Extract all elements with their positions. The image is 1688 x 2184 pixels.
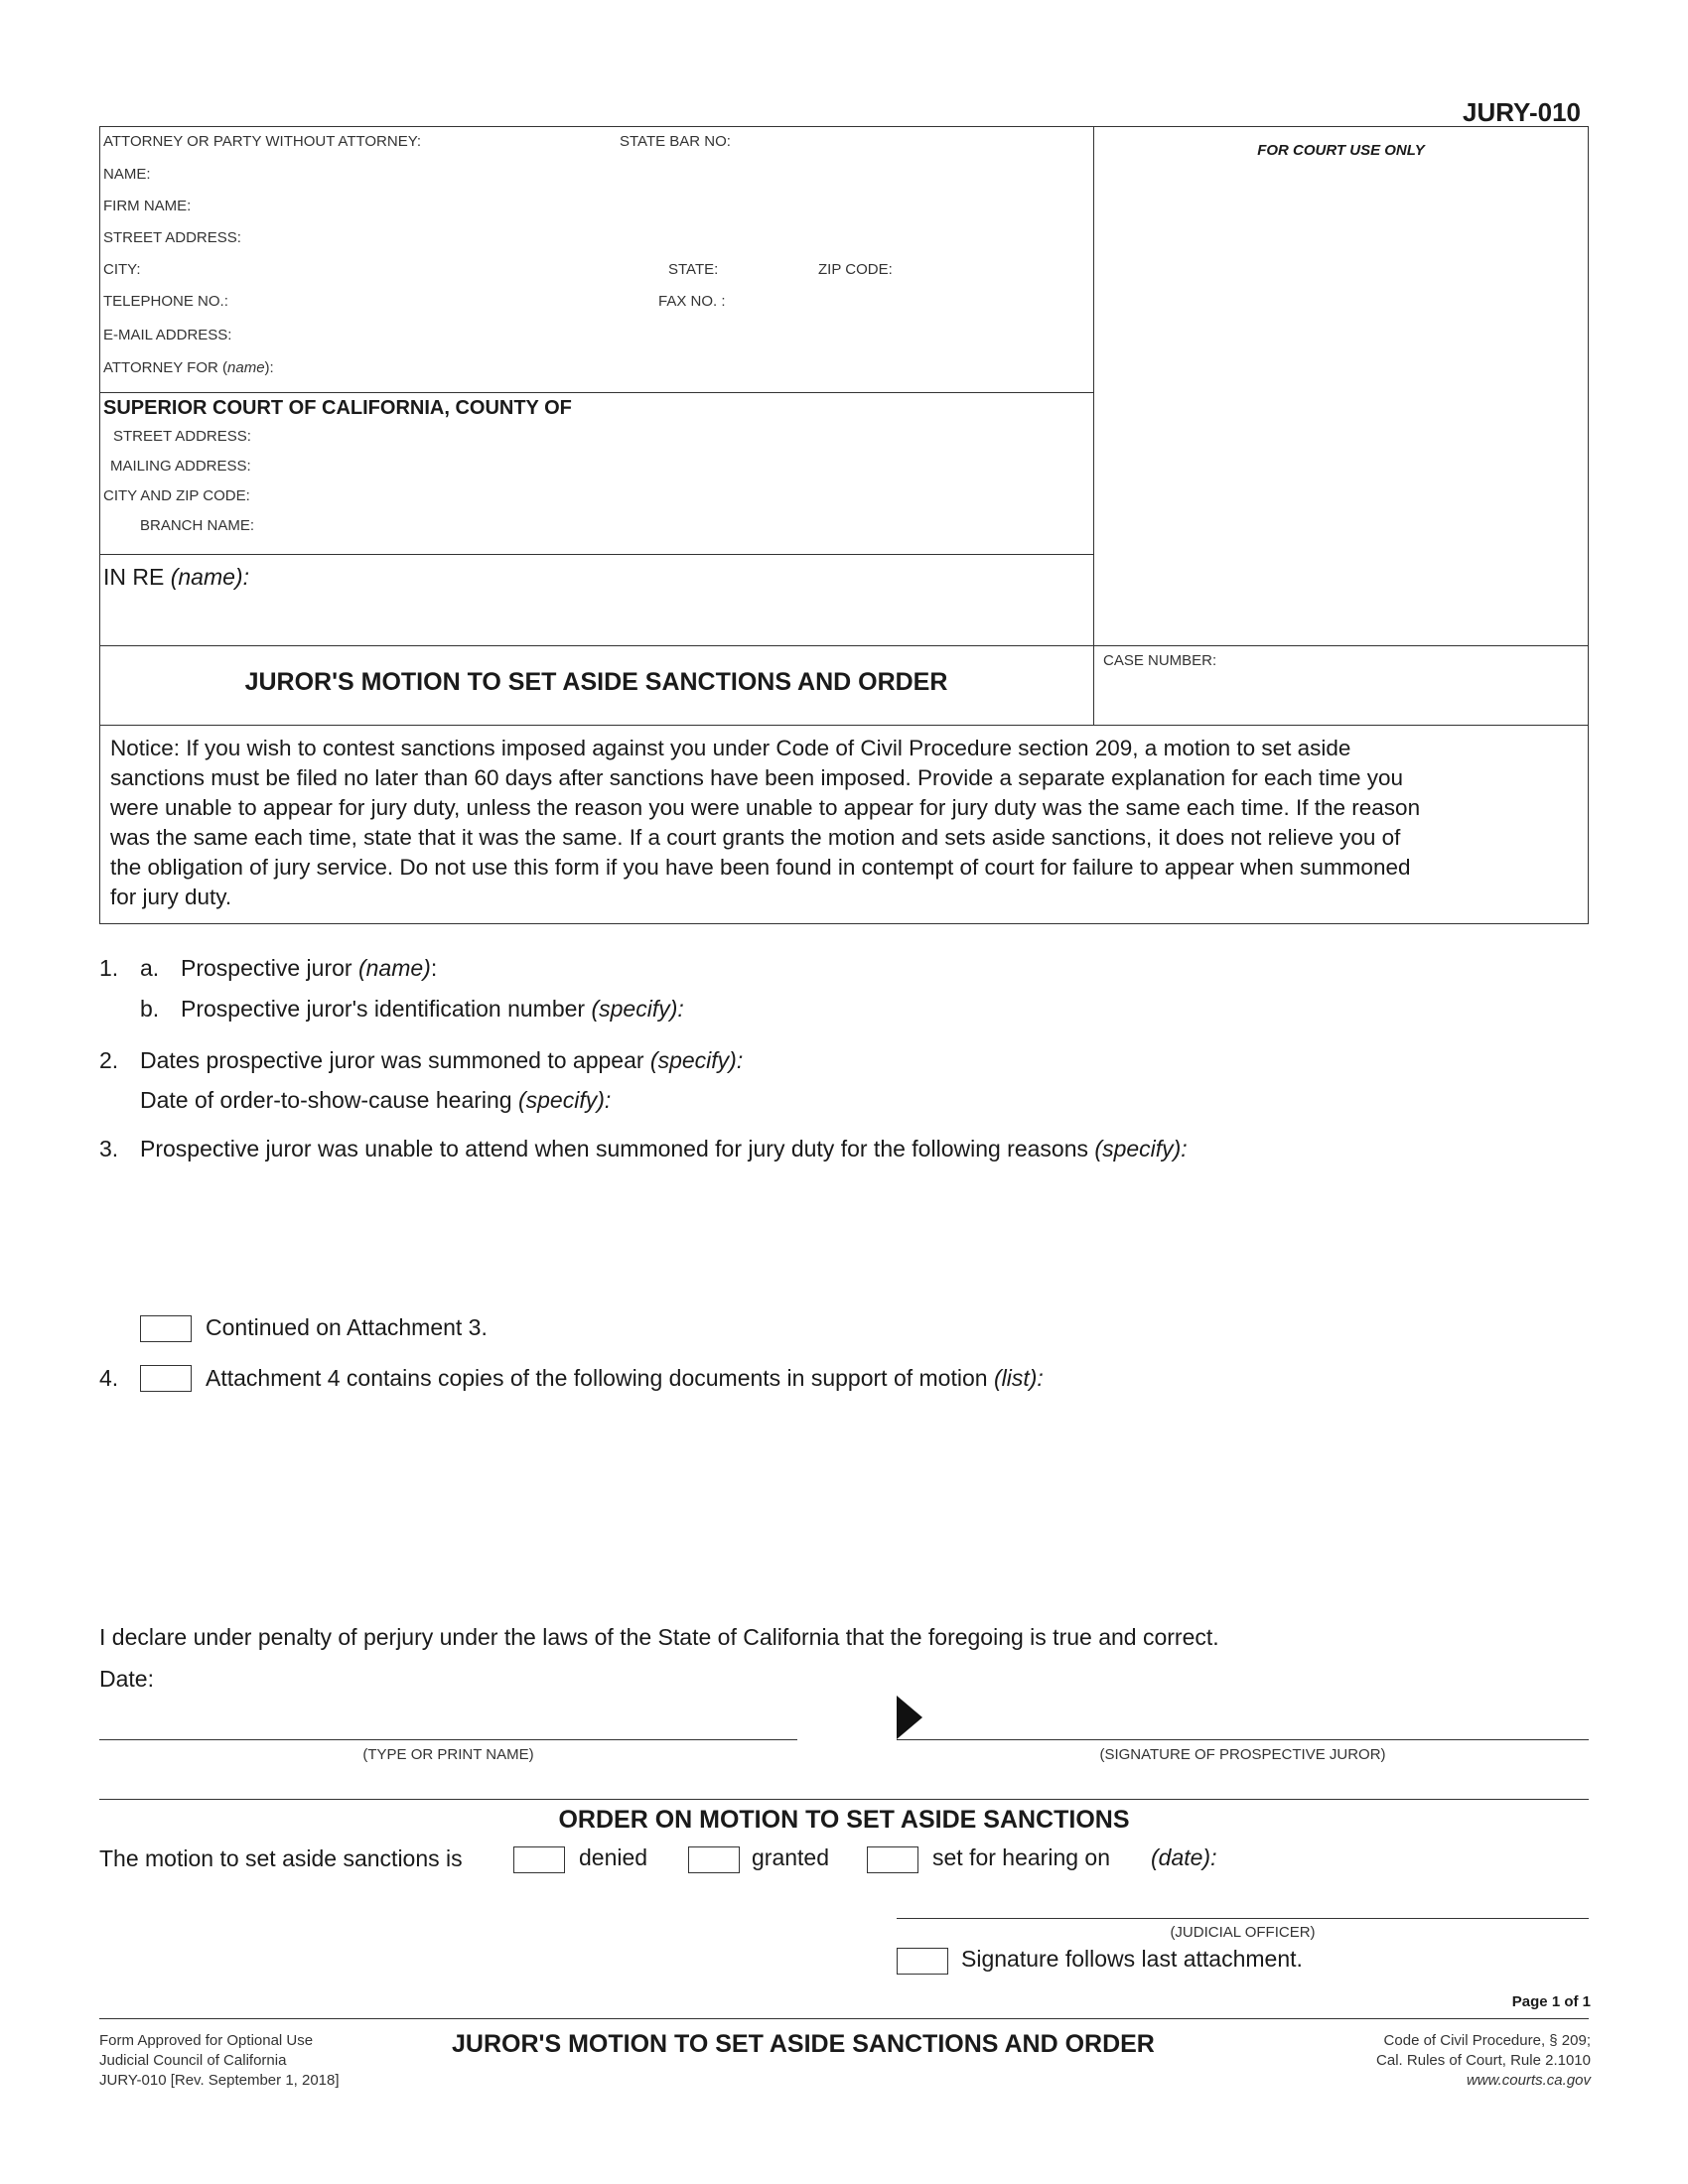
attorney-court-divider <box>99 392 1093 393</box>
notice-line: the obligation of jury service. Do not use this form if you have been found in contempt of court for failure to appear when summoned <box>110 855 1411 880</box>
form-id: JURY-010 <box>1463 97 1581 127</box>
hearing-date-label: (date): <box>1151 1844 1217 1870</box>
court-street-label: STREET ADDRESS: <box>113 428 251 445</box>
print-name-line <box>99 1739 797 1740</box>
judicial-officer-line <box>897 1918 1589 1919</box>
item-1a-letter: a. <box>140 955 160 981</box>
item-2-hearing-text: Date of order-to-show-cause hearing (specify): <box>140 1087 612 1113</box>
court-mailing-label: MAILING ADDRESS: <box>110 458 251 475</box>
footer-approved: Form Approved for Optional Use <box>99 2032 314 2049</box>
continued-attachment-3-checkbox[interactable] <box>140 1315 192 1342</box>
order-title: ORDER ON MOTION TO SET ASIDE SANCTIONS <box>558 1806 1130 1834</box>
page-number: Page 1 of 1 <box>1511 1993 1591 2010</box>
footer-website-link[interactable]: www.courts.ca.gov <box>1466 2072 1591 2089</box>
city-label: CITY: <box>103 261 141 278</box>
email-label: E-MAIL ADDRESS: <box>103 327 232 343</box>
firm-name-label: FIRM NAME: <box>103 198 192 214</box>
print-name-caption: (TYPE OR PRINT NAME) <box>362 1746 534 1763</box>
item-1b-letter: b. <box>140 996 160 1022</box>
state-bar-label: STATE BAR NO: <box>620 133 731 150</box>
footer-rules: Cal. Rules of Court, Rule 2.1010 <box>1376 2052 1591 2069</box>
title-row-divider <box>99 645 1589 646</box>
form-title: JUROR'S MOTION TO SET ASIDE SANCTIONS AND ORDER <box>244 668 948 696</box>
declaration-text: I declare under penalty of perjury under the laws of the State of California that the foregoing is true and correct. <box>99 1624 1219 1650</box>
court-branch-label: BRANCH NAME: <box>140 517 255 534</box>
signature-caption: (SIGNATURE OF PROSPECTIVE JUROR) <box>1099 1746 1386 1763</box>
fax-label: FAX NO. : <box>658 293 726 310</box>
attachment-4-checkbox[interactable] <box>140 1365 192 1392</box>
notice-line: Notice: If you wish to contest sanctions imposed against you under Code of Civil Procedure section 209, a motion to set aside <box>110 736 1351 760</box>
court-title: SUPERIOR COURT OF CALIFORNIA, COUNTY OF <box>103 397 572 419</box>
signature-follows-checkbox[interactable] <box>897 1948 948 1975</box>
notice-line: were unable to appear for jury duty, unless the reason you were unable to appear for jury duty was the same each time. If the reason <box>110 795 1421 820</box>
court-use-label: FOR COURT USE ONLY <box>1257 142 1425 159</box>
footer-form-rev: JURY-010 [Rev. September 1, 2018] <box>99 2072 340 2089</box>
item-1a-text: Prospective juror (name): <box>181 955 438 981</box>
item-1b-text: Prospective juror's identification number (specify): <box>181 996 684 1022</box>
attorney-label: ATTORNEY OR PARTY WITHOUT ATTORNEY: <box>103 133 422 150</box>
continued-attachment-3-label: Continued on Attachment 3. <box>206 1314 488 1340</box>
denied-checkbox[interactable] <box>513 1846 565 1873</box>
footer-ccp: Code of Civil Procedure, § 209; <box>1383 2032 1591 2049</box>
court-inre-divider <box>99 554 1093 555</box>
footer-divider <box>99 2018 1589 2019</box>
order-lead-text: The motion to set aside sanctions is <box>99 1845 463 1871</box>
telephone-label: TELEPHONE NO.: <box>103 293 228 310</box>
street-address-label: STREET ADDRESS: <box>103 229 241 246</box>
notice-line: was the same each time, state that it was the same. If a court grants the motion and sets aside sanctions, it does not relieve you of <box>110 825 1401 850</box>
item-4-text: Attachment 4 contains copies of the following documents in support of motion (list): <box>206 1365 1044 1391</box>
item-3-number: 3. <box>99 1136 119 1161</box>
caption-box <box>99 126 1589 726</box>
signature-arrow-icon <box>897 1696 922 1739</box>
notice-line: sanctions must be filed no later than 60 days after sanctions have been imposed. Provide a separate explanation for each time you <box>110 765 1404 790</box>
item-1-number: 1. <box>99 955 119 981</box>
item-4-number: 4. <box>99 1365 119 1391</box>
state-label: STATE: <box>668 261 719 278</box>
zip-code-label: ZIP CODE: <box>818 261 893 278</box>
case-number-label: CASE NUMBER: <box>1103 652 1217 669</box>
granted-checkbox[interactable] <box>688 1846 740 1873</box>
notice-line: for jury duty. <box>110 885 232 909</box>
order-divider <box>99 1799 1589 1800</box>
set-hearing-label: set for hearing on <box>932 1844 1111 1870</box>
judicial-officer-caption: (JUDICIAL OFFICER) <box>1170 1924 1316 1941</box>
signature-follows-label: Signature follows last attachment. <box>961 1946 1303 1972</box>
footer-right <box>1376 2031 1591 2091</box>
set-hearing-checkbox[interactable] <box>867 1846 918 1873</box>
item-3-text: Prospective juror was unable to attend when summoned for jury duty for the following reasons (specify): <box>140 1136 1188 1161</box>
court-cityzip-label: CITY AND ZIP CODE: <box>103 487 250 504</box>
signature-line <box>897 1739 1589 1740</box>
in-re-label: IN RE (name): <box>103 564 249 590</box>
attorney-for-label: ATTORNEY FOR (name): <box>103 359 274 376</box>
footer-council: Judicial Council of California <box>99 2052 287 2069</box>
notice-text <box>110 734 1420 912</box>
item-2-number: 2. <box>99 1047 119 1073</box>
denied-label: denied <box>579 1844 648 1870</box>
date-label: Date: <box>99 1666 154 1692</box>
footer-title: JUROR'S MOTION TO SET ASIDE SANCTIONS AND ORDER <box>452 2030 1155 2058</box>
caption-divider <box>1093 126 1094 726</box>
granted-label: granted <box>752 1844 830 1870</box>
item-2-text: Dates prospective juror was summoned to appear (specify): <box>140 1047 744 1073</box>
footer-left <box>99 2031 340 2091</box>
name-label: NAME: <box>103 166 151 183</box>
